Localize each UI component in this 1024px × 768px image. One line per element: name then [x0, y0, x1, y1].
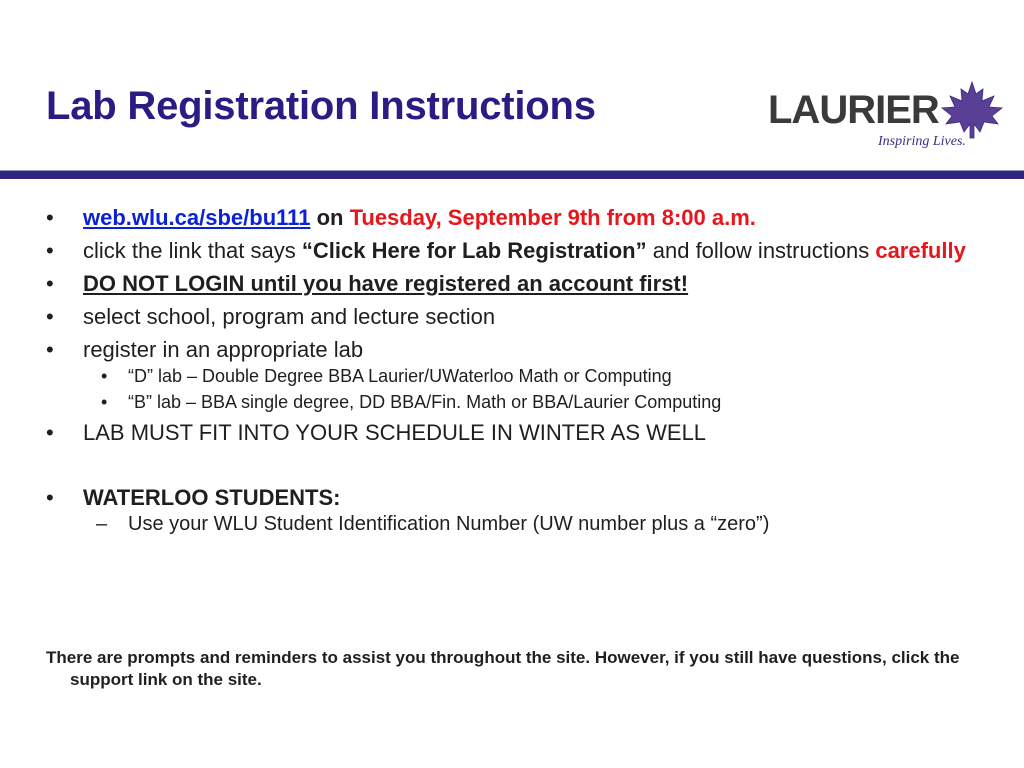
- do-not-login-warning: DO NOT LOGIN until you have registered an account first!: [83, 271, 689, 296]
- bullet-on-text: on: [316, 205, 344, 230]
- bullet-waterloo-students: [46, 485, 986, 535]
- waterloo-students-heading: WATERLOO STUDENTS:: [83, 485, 341, 510]
- bullet-do-not-login: [46, 271, 986, 297]
- bullet-click-post: and follow instructions: [652, 238, 870, 263]
- list-spacer: [46, 453, 986, 478]
- instruction-list: [46, 205, 986, 535]
- waterloo-students-list: [83, 513, 986, 535]
- maple-leaf-icon: [936, 80, 1008, 140]
- slide-title: Lab Registration Instructions: [46, 84, 596, 128]
- logo-tagline: Inspiring Lives.: [878, 134, 966, 149]
- bullet-registration-link: [46, 205, 986, 231]
- lab-types-list: [83, 365, 986, 413]
- support-note: There are prompts and reminders to assist you throughout the site. However, if you still have questions, click the support link on the site.: [46, 648, 960, 689]
- bullet-click-emphasis: carefully: [875, 238, 966, 263]
- bullet-register-lab: [46, 337, 986, 413]
- lab-type-b: • “B” lab – BBA single degree, DD BBA/Fin. Math or BBA/Laurier Computing: [83, 391, 986, 413]
- header-divider: [0, 170, 1024, 179]
- bullet-click-close-quote: ”: [635, 238, 647, 263]
- registration-link[interactable]: web.wlu.ca/sbe/bu111: [83, 205, 311, 230]
- waterloo-student-id-note: – Use your WLU Student Identification Number (UW number plus a “zero”): [83, 513, 986, 535]
- bullet-click-label: Click Here for Lab Registration: [312, 238, 636, 263]
- register-lab-text: register in an appropriate lab: [83, 337, 364, 362]
- registration-date: Tuesday, September 9th from 8:00 a.m.: [349, 205, 756, 230]
- instructions-content: [46, 205, 986, 542]
- winter-schedule-text: LAB MUST FIT INTO YOUR SCHEDULE IN WINTER AS WELL: [83, 420, 707, 445]
- bullet-winter-schedule: [46, 420, 986, 446]
- bullet-click-pre: click the link that says: [83, 238, 296, 263]
- laurier-logo: [768, 80, 1008, 158]
- bullet-select-school: [46, 304, 986, 330]
- select-school-text: select school, program and lecture section: [83, 304, 496, 329]
- logo-wordmark: LAURIER: [768, 88, 939, 132]
- bullet-click-open-quote: “: [301, 238, 313, 263]
- bullet-click-link: [46, 238, 986, 264]
- lab-type-d: • “D” lab – Double Degree BBA Laurier/UWaterloo Math or Computing: [83, 365, 986, 387]
